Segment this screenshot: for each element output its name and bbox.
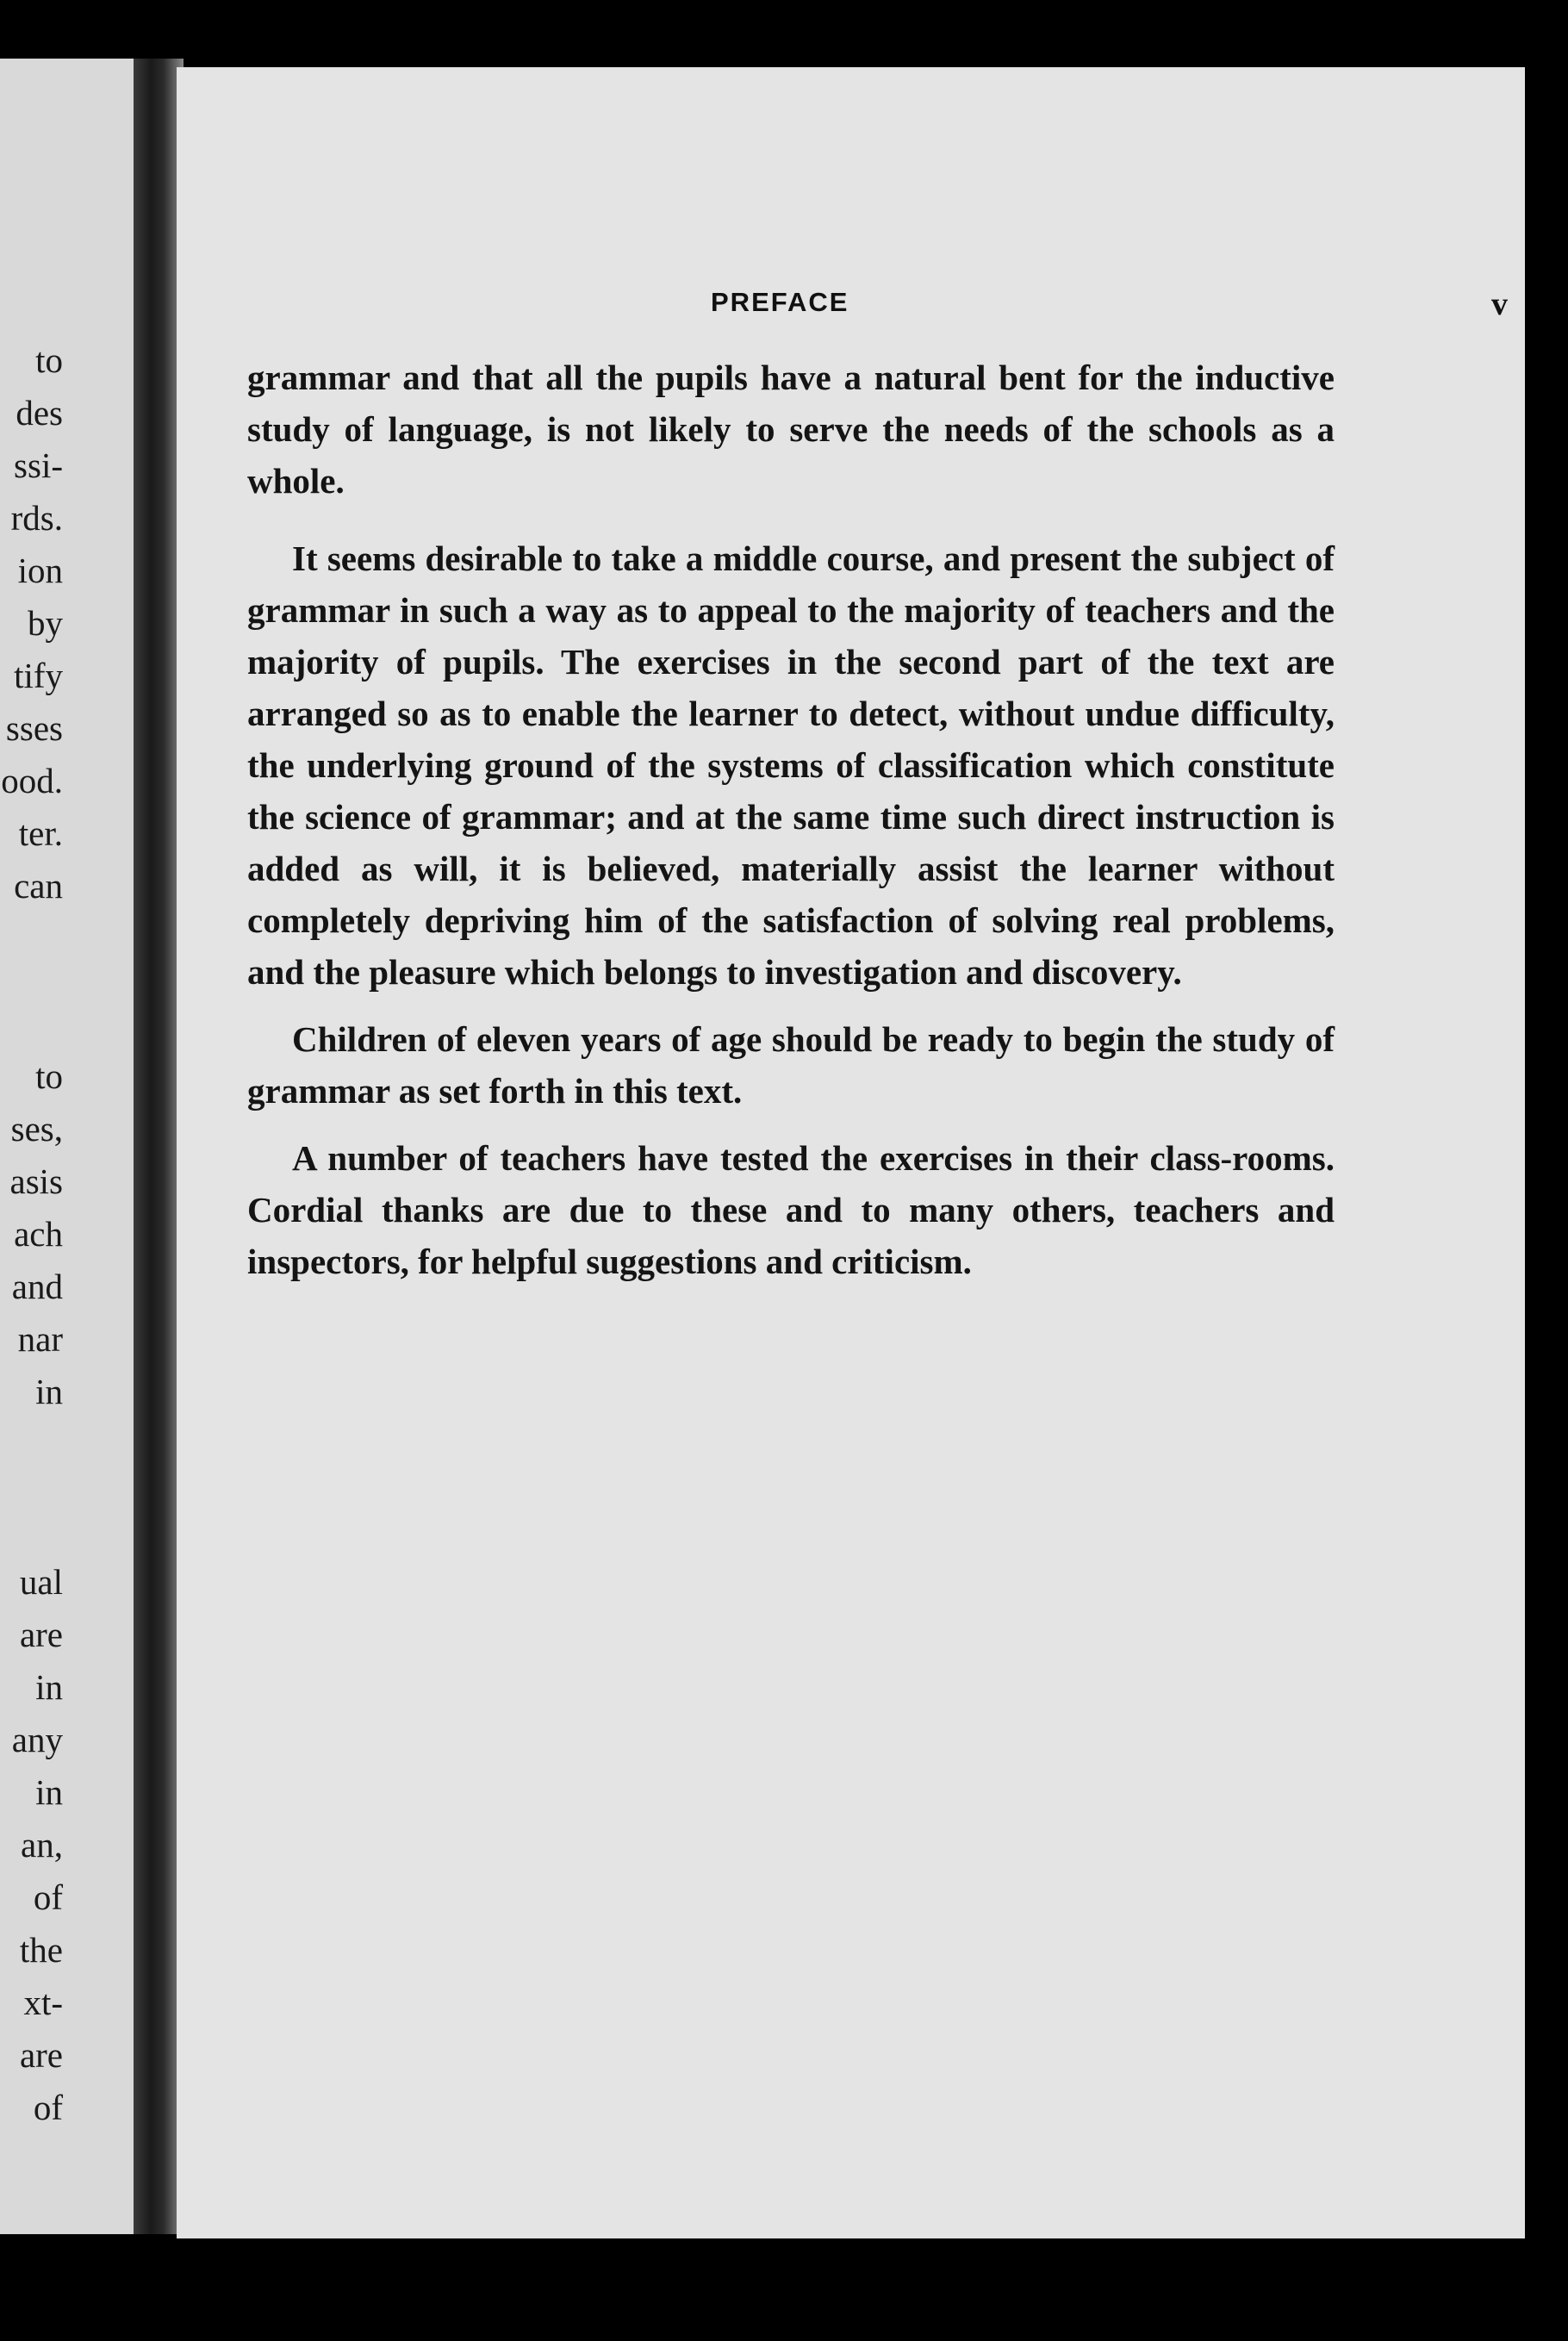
facing-page-word: to xyxy=(35,1056,63,1096)
facing-page-word: ood. xyxy=(1,761,63,800)
facing-page-word: by xyxy=(28,603,63,643)
facing-page-word: xt- xyxy=(23,1983,63,2022)
facing-page-word: an, xyxy=(21,1825,63,1865)
facing-page-text xyxy=(1,334,63,2134)
facing-page-gap xyxy=(1,1418,63,1556)
paragraph-continued: grammar and that all the pupils have a natural bent for the inductive study of language, is not likely to serve the needs of the schools as a whole. xyxy=(247,358,1335,501)
facing-page-word: in xyxy=(35,1667,63,1707)
facing-page-word: are xyxy=(19,2035,63,2075)
paragraph: Children of eleven years of age should be ready to begin the study of grammar as set forth in this text. xyxy=(247,1019,1335,1111)
facing-page-word: ach xyxy=(14,1214,63,1254)
facing-page-fragment xyxy=(0,59,134,2234)
running-head xyxy=(177,287,1525,330)
facing-page-word: in xyxy=(35,1772,63,1812)
facing-page-word: in xyxy=(35,1372,63,1411)
facing-page-word: nar xyxy=(17,1319,63,1359)
facing-page-word: tify xyxy=(14,656,63,695)
paragraph: A number of teachers have tested the exercises in their class-rooms. Cordial thanks are due to these and to many others, teachers and inspectors, for helpful suggestions and criticism. xyxy=(247,1138,1335,1281)
preface-body xyxy=(247,352,1335,1287)
facing-page-word: rds. xyxy=(10,498,63,538)
facing-page-word: ter. xyxy=(18,813,63,853)
facing-page-word: ses, xyxy=(10,1109,63,1149)
facing-page-word: ual xyxy=(19,1562,63,1602)
facing-page-word: sses xyxy=(5,708,63,748)
facing-page-word: of xyxy=(33,1877,63,1917)
paragraph: It seems desirable to take a middle course, and present the subject of grammar in such a way as to appeal to the majority of teachers and the majority of pupils. The exercises in the second part of the text are arranged so as to enable the learner to detect, without undue difficulty, the underlying ground of the systems of classification which constitute the science of grammar; and at the same time such direct instruction is added as will, it is believed, materially assist the learner without completely depriving him of the satisfaction of solving real problems, and the pleasure which belongs to investigation and discovery. xyxy=(247,539,1335,992)
facing-page-word: asis xyxy=(9,1161,63,1201)
facing-page-word: ssi- xyxy=(14,445,63,485)
facing-page-gap xyxy=(1,912,63,1050)
facing-page-word: and xyxy=(11,1267,63,1306)
facing-page-word: are xyxy=(19,1615,63,1654)
page-number: v xyxy=(1491,286,1508,322)
facing-page-word: the xyxy=(19,1930,63,1970)
facing-page-word: des xyxy=(16,393,63,433)
facing-page-word: to xyxy=(35,340,63,380)
book-page xyxy=(177,67,1525,2238)
facing-page-word: ion xyxy=(17,551,63,590)
facing-page-word: can xyxy=(14,866,63,906)
facing-page-word: of xyxy=(33,2088,63,2127)
facing-page-word: any xyxy=(11,1720,63,1759)
running-title: PREFACE xyxy=(711,287,849,317)
